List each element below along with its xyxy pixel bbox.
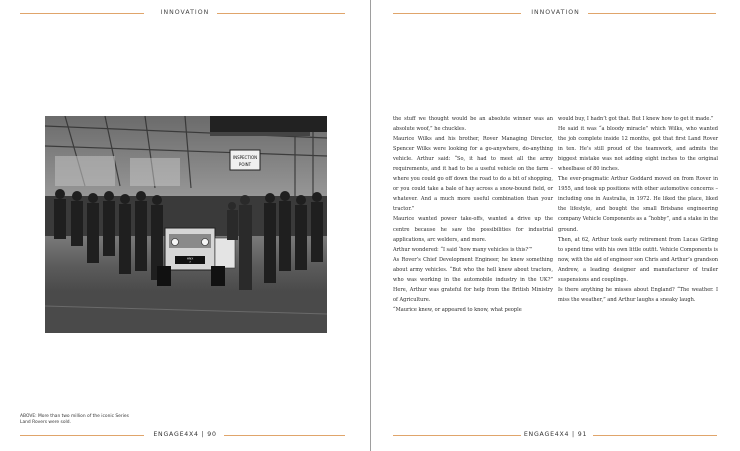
article-column-1 <box>393 114 553 315</box>
paragraph: He said it was “a bloody miracle” which Wilks, who wanted the job complete inside 12 months, got that first Land Rover in ten. He’s still proud of the teamwork, and admits the biggest mistake was not adding eight inches to the original wheelbase of 80 inches. <box>558 126 718 173</box>
paragraph: As Rover’s Chief Development Engineer, he knew something about army vehicles. “But who the hell knew about tractors, who was working in the automobile industry in the UK?” Here, Arthur was grateful for help from the British Ministry of Agriculture. <box>393 256 553 303</box>
paragraph: Arthur wondered: “I said ‘how many vehicles is this?’” <box>393 246 533 253</box>
header-rule-right <box>588 13 716 14</box>
footer-rule-right <box>593 435 717 436</box>
paragraph: The ever-pragmatic Arthur Goddard moved on from Rover in 1955, and took up positions with other automotive concerns – including one in Australia, in 1972. He liked the place, liked the lifestyle, and bought the small Brisbane engineering company Vehicle Components as a “hobby”, and a stake in the ground. <box>558 176 718 233</box>
paragraph: the stuff we thought would be an absolute winner was an absolute woof,” he chuckles. <box>393 116 553 133</box>
paragraph: “Maurice knew, or appeared to know, what people <box>393 306 522 313</box>
running-head: INNOVATION <box>160 9 210 16</box>
paragraph: Maurice wanted power take-offs, wanted a drive up the centre because he saw the possibilities for industrial applications, arc welders, and more. <box>393 216 553 243</box>
sign-text-line-2: POINT <box>238 162 252 167</box>
paragraph: Is there anything he misses about England? “The weather. I miss the weather,” and Arthur laughs a sneaky laugh. <box>558 286 718 303</box>
historical-photo <box>45 116 327 333</box>
header-rule-right <box>217 13 345 14</box>
footer-rule-right <box>224 435 345 436</box>
paragraph: Then, at 62, Arthur took early retirement from Lucas Girling to spend time with his own little outfit. Vehicle Components is now, with the aid of engineer son Chris and Arthur’s grandson Andrew, a leading designer and manufacturer of trailer suspensions and couplings. <box>558 236 718 283</box>
right-page <box>371 0 740 451</box>
sign-text-line-1: INSPECTION <box>232 155 258 160</box>
page-folio: ENGAGE4X4 | 91 <box>523 431 588 438</box>
photo-caption: ABOVE: More than two million of the iconic Series Land Rovers were sold. <box>20 414 129 425</box>
factory-photo-illustration <box>45 116 327 333</box>
paragraph: Maurice Wilks and his brother, Rover Managing Director, Spencer Wilks were looking for a go-anywhere, do-anything vehicle. Arthur said: “So, it had to meet all the army requirements, and it had to be a useful vehicle on the farm – where you could go off down the road to do a bit of shopping, or you could take a bale of hay across a snow-bound field, or whatever. And a much more useful combination than your tractor.” <box>393 136 553 213</box>
page-folio: ENGAGE4X4 | 90 <box>153 431 217 438</box>
paragraph: would buy, I hadn’t got that. But I knew how to get it made.” <box>558 116 714 122</box>
running-head: INNOVATION <box>531 9 580 16</box>
plate-line-2: ? <box>189 260 191 264</box>
article-column-2 <box>558 114 718 305</box>
plate-line-1: HNX <box>186 256 194 261</box>
